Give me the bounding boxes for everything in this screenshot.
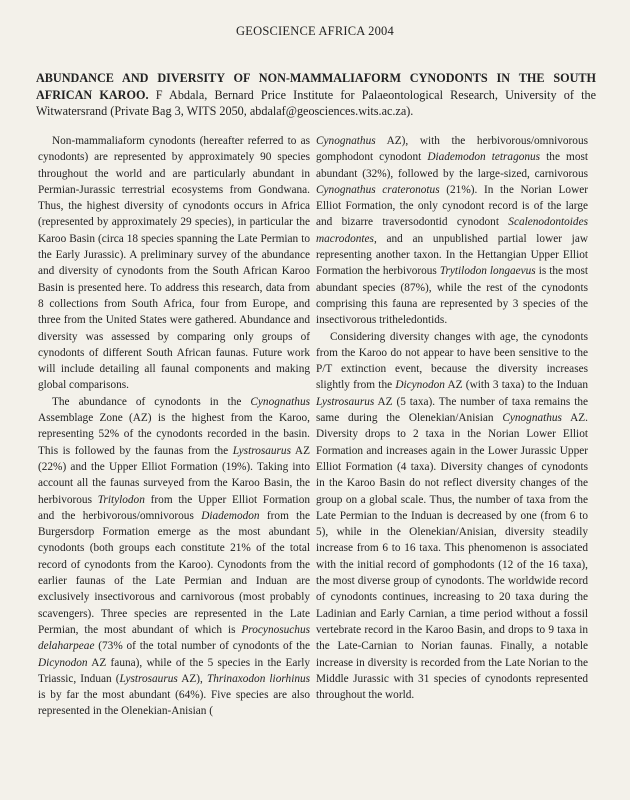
paragraph-2: The abundance of cynodonts in the Cynognathus Assemblage Zone (AZ) is the highest from the Karoo, representing 52% of the cynodonts recorded in the basin. This is followed by the faunas from the Lystrosaurus AZ (22%) and the Upper Elliot Formation (19%). Taking into account all the faunas surveyed from the Karoo Basin, the herbivorous Tritylodon from the Upper Elliot Formation and the herbivorous/omnivorous Diademodon from the Burgersdorp Formation emerge as the most abundant cynodonts (both groups each constitute 21% of the total record of cynodonts from the Karoo). Cynodonts from the earlier faunas of the Late Permian and Induan are exclusively insectivorous and carnivorous (most probably scavengers). Three species are represented in the Late Permian, the most abundant of which is Procynosuchus delaharpeae (73% of the total number of cynodonts of the Dicynodon AZ fauna), while of the 5 species in the Early Triassic, Induan (Lystrosaurus AZ), Thrinaxodon liorhinus is by far the most abundant (64%). Five species are also represented in the Olenekian-Anisian (	[38, 395, 311, 718]
article-heading	[36, 70, 596, 120]
paragraph-1: Non-mammaliaform cynodonts (hereafter referred to as cynodonts) are represented by approximately 90 species throughout the world and are particularly abundant in Permian-Jurassic terrestrial ecosystems from Gondwana. Thus, the highest diversity of cynodonts occurs in Africa (represented by approximately 29 species), in particular the Karoo Basin (circa 18 species spanning the Late Permian to the Early Jurassic). A preliminary survey of the abundance and diversity of cynodonts from the South African Karoo Basin is presented here. To address this research, data from 8 collections from South Africa, four from Europe, and three from the United States were gathered. Abundance and diversity was assessed by comparing only groups of cynodonts of different South African faunas. Future work will include detailing all faunal components and making global comparisons.	[38, 135, 310, 392]
running-head: GEOSCIENCE AFRICA 2004	[236, 24, 394, 38]
article-authors: F Abdala, Bernard Price Institute for Palaeontological Research, University of the Witwatersrand (Private Bag 3, WITS 2050, abdalaf@geosciences.wits.ac.za).	[36, 87, 596, 118]
article-title: ABUNDANCE AND DIVERSITY OF NON-MAMMALIAFORM CYNODONTS IN THE SOUTH AFRICAN KAROO.	[36, 71, 596, 102]
paragraph-2-continued: Cynognathus AZ), with the herbivorous/omnivorous gomphodont cynodont Diademodon tetragonus the most abundant (32%), followed by the large-sized, carnivorous Cynognathus crateronotus (21%). In the Norian Lower Elliot Formation, the only cynodont record is of the large and bizarre traversodontid cynodont Scalenodontoides macrodontes, and an unpublished partial lower jaw representing another taxon. In the Hettangian Upper Elliot Formation the herbivorous Trytilodon longaevus is the most abundant species (87%), while the rest of the cynodonts comprising this fauna are represented by 3 species of the insectivorous tritheledontids.	[316, 135, 589, 327]
text-column-right	[316, 133, 588, 703]
text-column-left	[38, 133, 310, 720]
paragraph-3: Considering diversity changes with age, the cynodonts from the Karoo do not appear to have been sensitive to the P/T extinction event, because the diversity increases slightly from the Dicynodon AZ (with 3 taxa) to the Induan Lystrosaurus AZ (5 taxa). The number of taxa remains the same during the Olenekian/Anisian Cynognathus AZ. Diversity drops to 2 taxa in the Norian Lower Elliot Formation and increases again in the Lower Jurassic Upper Elliot Formation (4 taxa). Diversity changes of cynodonts in the Karoo Basin do not reflect diversity changes of the group on a global scale. Thus, the number of taxa from the Late Permian to the Induan is decreased by one (from 6 to 5), while in the Olenekian/Anisian, diversity steadily increase from 6 to 16 taxa. This phenomenon is associated with the initial record of gomphodonts (12 of the 16 taxa), the most diverse group of cynodonts. The worldwide record of cynodonts continues, increasing to 20 taxa during the Ladinian and Early Carnian, a time period without a fossil vertebrate record in the Karoo Basin, and drops to 9 taxa in the Late-Carnian to Norian faunas. Finally, a notable increase in diversity is recorded from the Late Norian to the Middle Jurassic with 31 species of cynodonts represented throughout the world.	[316, 330, 588, 702]
